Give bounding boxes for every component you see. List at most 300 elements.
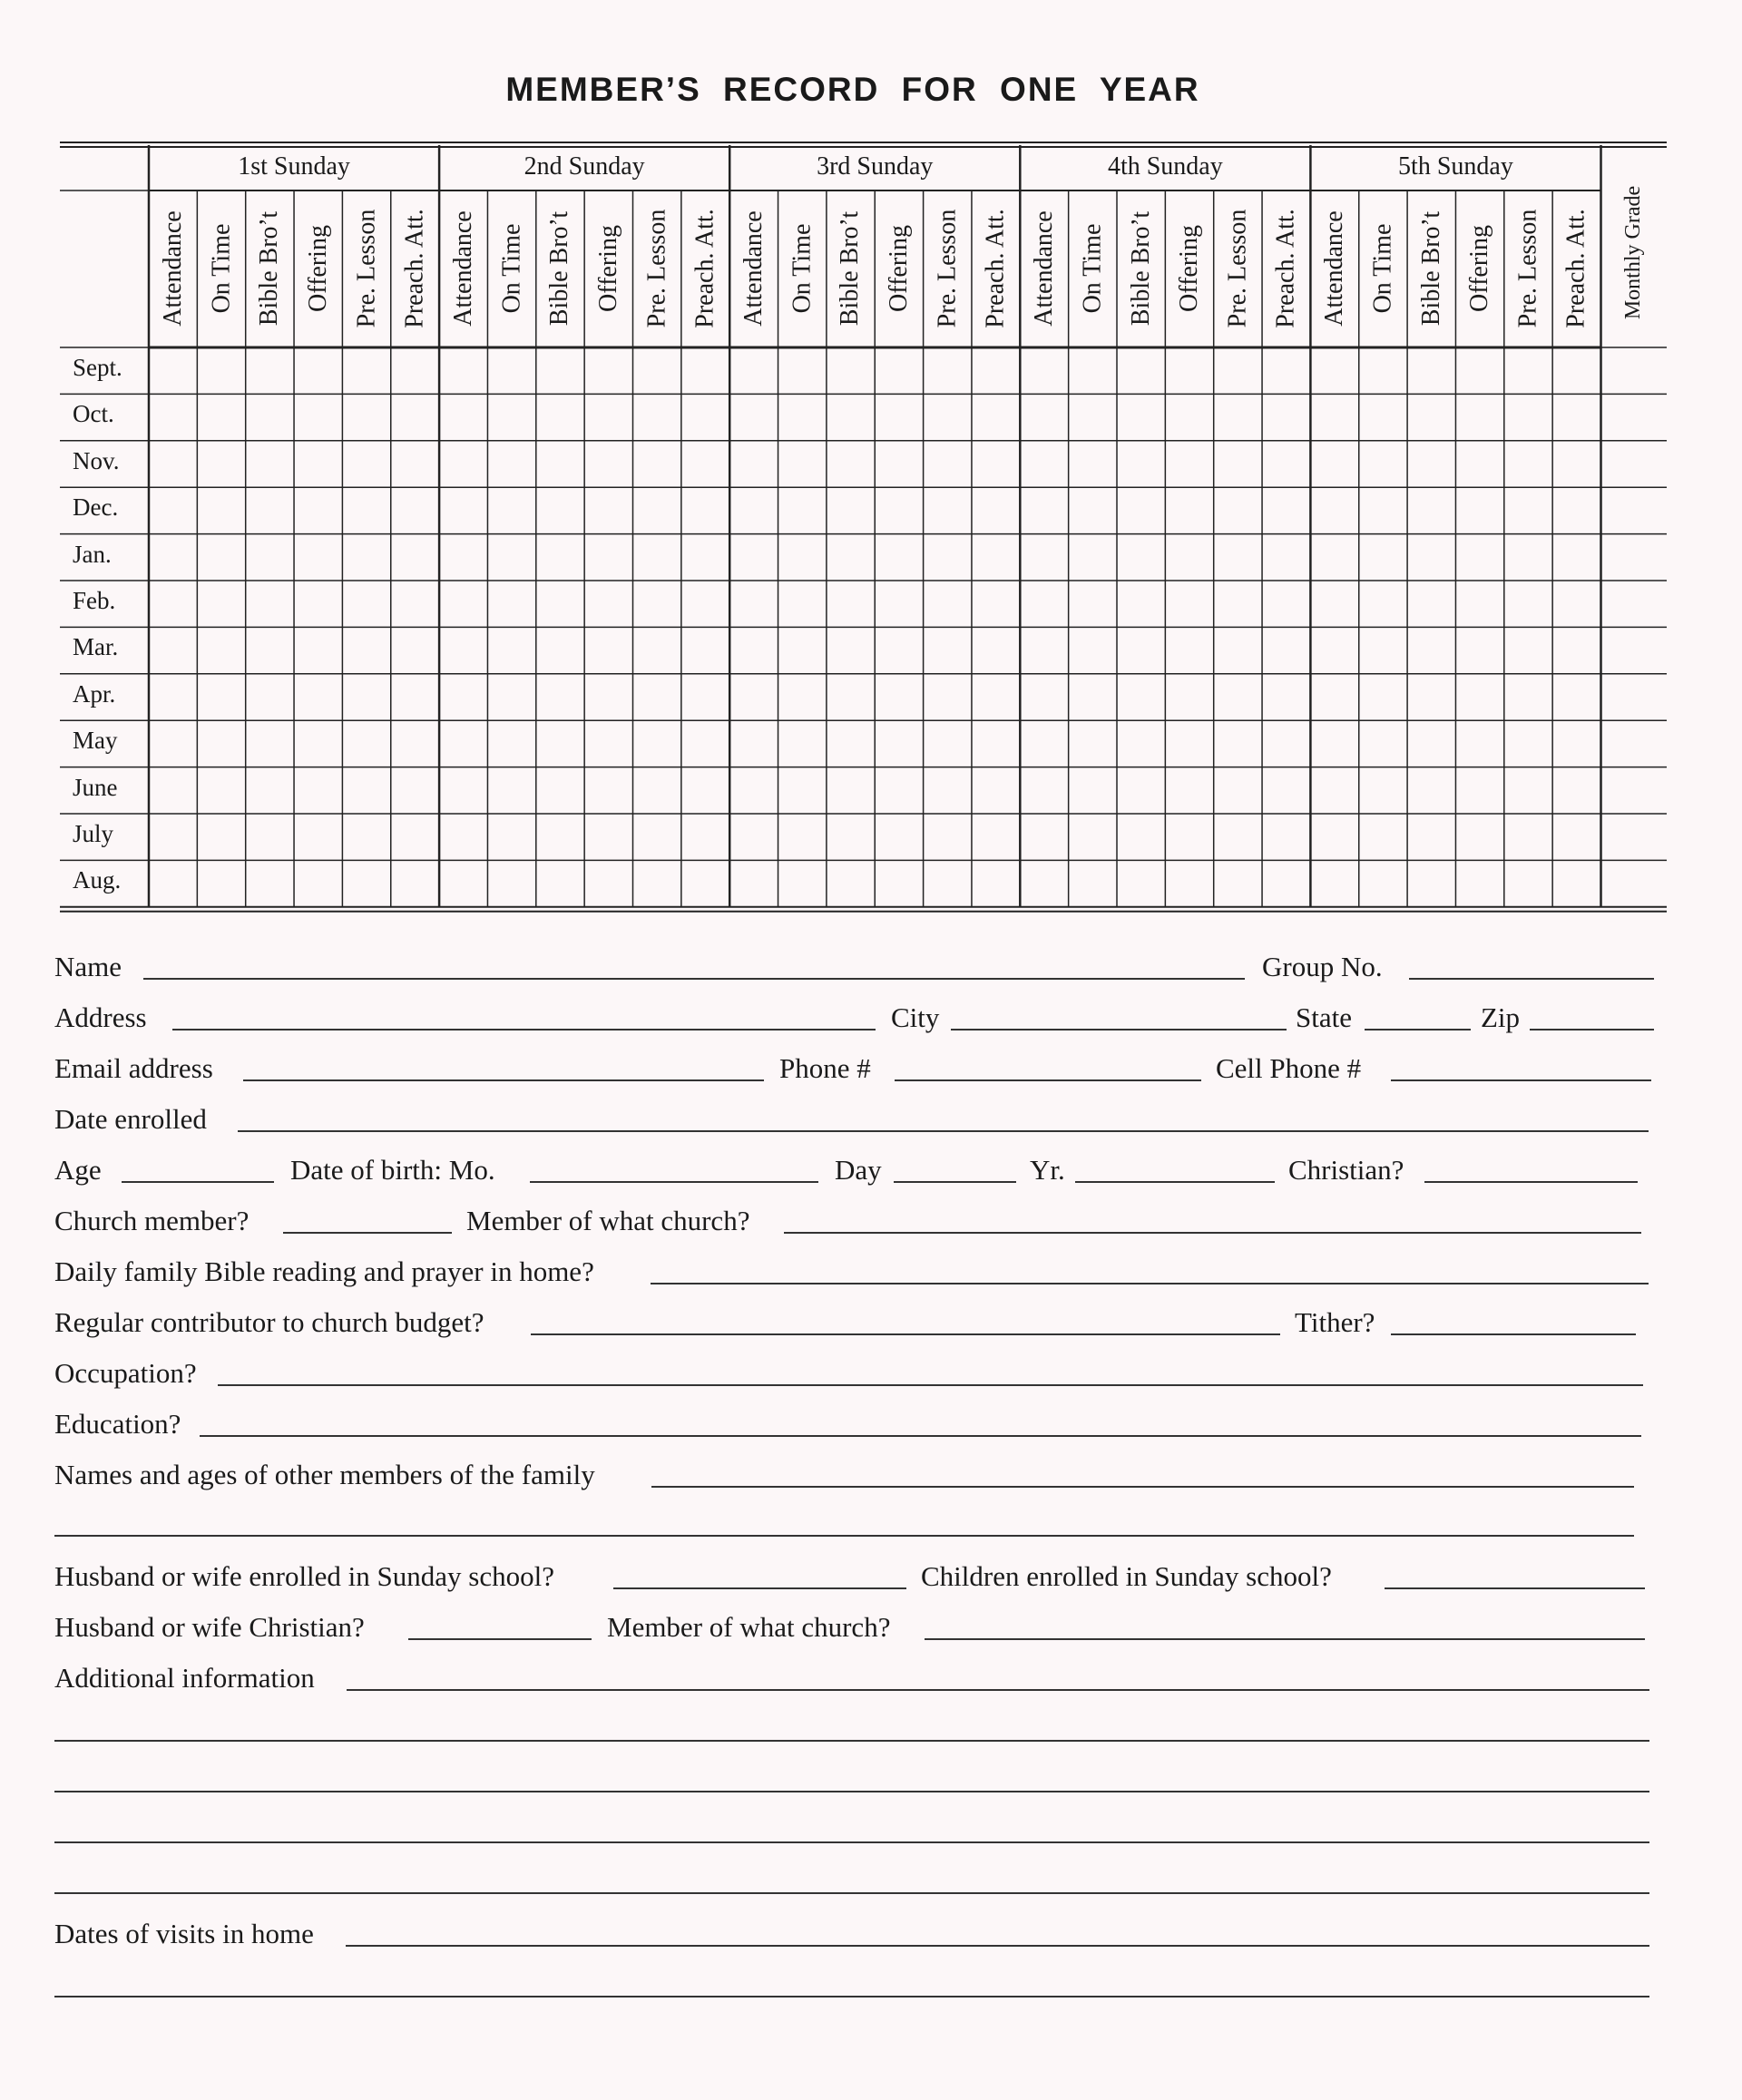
record-cell[interactable] [1117,767,1165,814]
record-cell[interactable] [1359,581,1407,627]
record-cell[interactable] [1214,487,1262,533]
record-cell[interactable] [1262,441,1310,487]
record-cell[interactable] [1359,441,1407,487]
record-cell[interactable] [1020,767,1068,814]
record-cell[interactable] [439,860,487,906]
record-cell[interactable] [1552,487,1600,533]
record-cell[interactable] [1552,860,1600,906]
record-cell[interactable] [681,487,729,533]
record-cell[interactable] [149,581,197,627]
record-cell[interactable] [1165,674,1213,720]
record-cell[interactable] [1262,814,1310,860]
record-cell[interactable] [584,720,632,767]
record-cell[interactable] [1214,394,1262,440]
record-cell[interactable] [1407,347,1455,394]
record-cell[interactable] [1359,347,1407,394]
record-cell[interactable] [1020,627,1068,673]
record-cell[interactable] [875,581,923,627]
monthly-grade-cell[interactable] [1601,767,1668,814]
record-cell[interactable] [1310,347,1358,394]
monthly-grade-cell[interactable] [1601,394,1668,440]
record-cell[interactable] [246,814,294,860]
record-cell[interactable] [972,627,1020,673]
record-cell[interactable] [149,441,197,487]
record-cell[interactable] [1020,394,1068,440]
record-cell[interactable] [1310,627,1358,673]
record-cell[interactable] [391,674,439,720]
record-cell[interactable] [246,627,294,673]
record-cell[interactable] [294,394,342,440]
record-cell[interactable] [584,860,632,906]
record-cell[interactable] [1504,814,1552,860]
record-cell[interactable] [1310,860,1358,906]
record-cell[interactable] [1552,674,1600,720]
record-cell[interactable] [1069,814,1117,860]
monthly-grade-cell[interactable] [1601,347,1668,394]
record-cell[interactable] [1214,860,1262,906]
record-cell[interactable] [197,674,245,720]
name-field[interactable] [143,978,1245,980]
record-cell[interactable] [246,767,294,814]
record-cell[interactable] [1504,767,1552,814]
record-cell[interactable] [778,814,827,860]
record-cell[interactable] [972,814,1020,860]
record-cell[interactable] [1069,581,1117,627]
record-cell[interactable] [1117,347,1165,394]
record-cell[interactable] [778,581,827,627]
record-cell[interactable] [924,534,972,581]
record-cell[interactable] [294,720,342,767]
record-cell[interactable] [197,487,245,533]
monthly-grade-cell[interactable] [1601,487,1668,533]
record-cell[interactable] [681,534,729,581]
record-cell[interactable] [342,347,390,394]
record-cell[interactable] [149,394,197,440]
record-cell[interactable] [1214,720,1262,767]
record-cell[interactable] [729,627,778,673]
record-cell[interactable] [729,674,778,720]
record-cell[interactable] [729,767,778,814]
record-cell[interactable] [149,487,197,533]
record-cell[interactable] [584,814,632,860]
record-cell[interactable] [972,860,1020,906]
monthly-grade-cell[interactable] [1601,860,1668,906]
date-enrolled-field[interactable] [238,1130,1649,1132]
record-cell[interactable] [875,720,923,767]
visit-dates-field[interactable] [346,1945,1649,1947]
record-cell[interactable] [294,487,342,533]
record-cell[interactable] [487,534,535,581]
record-cell[interactable] [875,394,923,440]
record-cell[interactable] [149,720,197,767]
record-cell[interactable] [1165,767,1213,814]
record-cell[interactable] [536,767,584,814]
record-cell[interactable] [681,441,729,487]
record-cell[interactable] [1504,487,1552,533]
record-cell[interactable] [633,487,681,533]
record-cell[interactable] [633,767,681,814]
record-cell[interactable] [342,627,390,673]
record-cell[interactable] [1504,860,1552,906]
record-cell[interactable] [1407,441,1455,487]
record-cell[interactable] [1214,441,1262,487]
record-cell[interactable] [1455,487,1503,533]
record-cell[interactable] [681,720,729,767]
record-cell[interactable] [342,814,390,860]
record-cell[interactable] [1069,394,1117,440]
record-cell[interactable] [827,441,875,487]
record-cell[interactable] [1165,394,1213,440]
city-field[interactable] [951,1029,1287,1030]
record-cell[interactable] [972,394,1020,440]
record-cell[interactable] [1117,581,1165,627]
record-cell[interactable] [149,627,197,673]
record-cell[interactable] [1407,860,1455,906]
record-cell[interactable] [729,860,778,906]
record-cell[interactable] [1407,534,1455,581]
record-cell[interactable] [439,627,487,673]
monthly-grade-cell[interactable] [1601,534,1668,581]
record-cell[interactable] [778,767,827,814]
record-cell[interactable] [294,814,342,860]
record-cell[interactable] [729,487,778,533]
record-cell[interactable] [1310,394,1358,440]
record-cell[interactable] [1504,394,1552,440]
record-cell[interactable] [1310,487,1358,533]
record-cell[interactable] [342,487,390,533]
record-cell[interactable] [1117,627,1165,673]
record-cell[interactable] [633,534,681,581]
record-cell[interactable] [1020,860,1068,906]
monthly-grade-cell[interactable] [1601,441,1668,487]
record-cell[interactable] [391,814,439,860]
record-cell[interactable] [487,581,535,627]
monthly-grade-cell[interactable] [1601,720,1668,767]
record-cell[interactable] [1214,627,1262,673]
record-cell[interactable] [778,720,827,767]
record-cell[interactable] [778,347,827,394]
record-cell[interactable] [681,860,729,906]
family-members-field[interactable] [651,1486,1634,1488]
record-cell[interactable] [391,720,439,767]
record-cell[interactable] [342,860,390,906]
member-of-church-field[interactable] [784,1232,1641,1234]
record-cell[interactable] [875,860,923,906]
record-cell[interactable] [536,674,584,720]
record-cell[interactable] [536,627,584,673]
record-cell[interactable] [487,720,535,767]
record-cell[interactable] [439,441,487,487]
record-cell[interactable] [1504,441,1552,487]
record-cell[interactable] [1455,441,1503,487]
record-cell[interactable] [149,860,197,906]
record-cell[interactable] [827,394,875,440]
record-cell[interactable] [1165,720,1213,767]
record-cell[interactable] [1069,487,1117,533]
record-cell[interactable] [342,674,390,720]
state-field[interactable] [1365,1029,1471,1030]
record-cell[interactable] [246,487,294,533]
record-cell[interactable] [487,814,535,860]
record-cell[interactable] [1165,534,1213,581]
record-cell[interactable] [487,627,535,673]
email-field[interactable] [243,1079,764,1081]
record-cell[interactable] [1020,674,1068,720]
visit-dates-line-2[interactable] [54,1996,1649,1997]
record-cell[interactable] [197,347,245,394]
record-cell[interactable] [1262,674,1310,720]
record-cell[interactable] [149,814,197,860]
record-cell[interactable] [1069,767,1117,814]
dob-day-field[interactable] [894,1181,1016,1183]
record-cell[interactable] [487,767,535,814]
record-cell[interactable] [1020,581,1068,627]
record-cell[interactable] [875,767,923,814]
record-cell[interactable] [1359,534,1407,581]
record-cell[interactable] [1455,674,1503,720]
record-cell[interactable] [536,860,584,906]
record-cell[interactable] [1069,674,1117,720]
record-cell[interactable] [391,394,439,440]
record-cell[interactable] [827,347,875,394]
record-cell[interactable] [149,767,197,814]
record-cell[interactable] [1310,441,1358,487]
monthly-grade-cell[interactable] [1601,581,1668,627]
family-members-field-line-2[interactable] [54,1535,1634,1537]
record-cell[interactable] [1504,347,1552,394]
record-cell[interactable] [1504,720,1552,767]
christian-field[interactable] [1424,1181,1638,1183]
record-cell[interactable] [1310,581,1358,627]
record-cell[interactable] [972,581,1020,627]
record-cell[interactable] [439,581,487,627]
record-cell[interactable] [1069,441,1117,487]
record-cell[interactable] [1020,347,1068,394]
record-cell[interactable] [1165,860,1213,906]
record-cell[interactable] [924,487,972,533]
record-cell[interactable] [1117,394,1165,440]
record-cell[interactable] [294,581,342,627]
additional-info-line-5[interactable] [54,1892,1649,1894]
record-cell[interactable] [1359,674,1407,720]
record-cell[interactable] [1117,534,1165,581]
record-cell[interactable] [972,487,1020,533]
record-cell[interactable] [197,441,245,487]
record-cell[interactable] [1262,487,1310,533]
record-cell[interactable] [1407,767,1455,814]
record-cell[interactable] [875,347,923,394]
record-cell[interactable] [294,674,342,720]
record-cell[interactable] [1262,860,1310,906]
record-cell[interactable] [972,674,1020,720]
record-cell[interactable] [875,487,923,533]
record-cell[interactable] [729,441,778,487]
record-cell[interactable] [1504,581,1552,627]
record-cell[interactable] [246,347,294,394]
record-cell[interactable] [633,347,681,394]
record-cell[interactable] [827,487,875,533]
record-cell[interactable] [487,441,535,487]
record-cell[interactable] [827,860,875,906]
record-cell[interactable] [536,720,584,767]
record-cell[interactable] [391,534,439,581]
record-cell[interactable] [633,627,681,673]
regular-contributor-field[interactable] [531,1333,1280,1335]
record-cell[interactable] [1262,720,1310,767]
record-cell[interactable] [1552,394,1600,440]
record-cell[interactable] [197,394,245,440]
record-cell[interactable] [1359,394,1407,440]
record-cell[interactable] [487,487,535,533]
record-cell[interactable] [439,767,487,814]
record-cell[interactable] [778,487,827,533]
record-cell[interactable] [1020,534,1068,581]
record-cell[interactable] [827,627,875,673]
record-cell[interactable] [875,814,923,860]
record-cell[interactable] [246,394,294,440]
record-cell[interactable] [1310,720,1358,767]
record-cell[interactable] [391,347,439,394]
record-cell[interactable] [633,720,681,767]
additional-info-field[interactable] [347,1689,1649,1691]
group-no-field[interactable] [1409,978,1654,980]
monthly-grade-cell[interactable] [1601,674,1668,720]
record-cell[interactable] [633,441,681,487]
children-enrolled-field[interactable] [1385,1587,1645,1589]
record-cell[interactable] [1359,814,1407,860]
church-member-field[interactable] [283,1232,452,1234]
record-cell[interactable] [584,441,632,487]
phone-field[interactable] [895,1079,1201,1081]
record-cell[interactable] [972,347,1020,394]
record-cell[interactable] [1552,767,1600,814]
record-cell[interactable] [778,674,827,720]
record-cell[interactable] [1310,674,1358,720]
record-cell[interactable] [778,394,827,440]
record-cell[interactable] [391,767,439,814]
record-cell[interactable] [924,347,972,394]
record-cell[interactable] [197,534,245,581]
record-cell[interactable] [342,767,390,814]
record-cell[interactable] [729,814,778,860]
record-cell[interactable] [1310,814,1358,860]
dob-year-field[interactable] [1075,1181,1275,1183]
education-field[interactable] [200,1435,1641,1437]
record-cell[interactable] [342,394,390,440]
record-cell[interactable] [439,347,487,394]
record-cell[interactable] [294,767,342,814]
record-cell[interactable] [1552,347,1600,394]
record-cell[interactable] [1359,860,1407,906]
record-cell[interactable] [1020,814,1068,860]
record-cell[interactable] [1117,720,1165,767]
record-cell[interactable] [778,534,827,581]
record-cell[interactable] [1165,814,1213,860]
record-cell[interactable] [827,814,875,860]
spouse-christian-field[interactable] [408,1638,592,1640]
additional-info-line-2[interactable] [54,1740,1649,1742]
record-cell[interactable] [1455,720,1503,767]
record-cell[interactable] [972,534,1020,581]
record-cell[interactable] [1552,441,1600,487]
record-cell[interactable] [584,534,632,581]
record-cell[interactable] [1407,487,1455,533]
record-cell[interactable] [487,394,535,440]
record-cell[interactable] [1069,627,1117,673]
record-cell[interactable] [197,581,245,627]
record-cell[interactable] [1504,534,1552,581]
additional-info-line-3[interactable] [54,1791,1649,1792]
record-cell[interactable] [681,627,729,673]
record-cell[interactable] [972,767,1020,814]
record-cell[interactable] [584,581,632,627]
record-cell[interactable] [729,394,778,440]
record-cell[interactable] [1117,441,1165,487]
record-cell[interactable] [924,394,972,440]
record-cell[interactable] [584,347,632,394]
record-cell[interactable] [1069,534,1117,581]
dob-month-field[interactable] [530,1181,818,1183]
record-cell[interactable] [729,581,778,627]
cell-phone-field[interactable] [1391,1079,1651,1081]
record-cell[interactable] [972,441,1020,487]
record-cell[interactable] [1504,627,1552,673]
monthly-grade-cell[interactable] [1601,814,1668,860]
record-cell[interactable] [294,347,342,394]
record-cell[interactable] [246,720,294,767]
record-cell[interactable] [1165,487,1213,533]
record-cell[interactable] [1020,441,1068,487]
record-cell[interactable] [584,674,632,720]
record-cell[interactable] [439,814,487,860]
record-cell[interactable] [584,394,632,440]
record-cell[interactable] [536,487,584,533]
record-cell[interactable] [1165,581,1213,627]
record-cell[interactable] [391,860,439,906]
record-cell[interactable] [294,627,342,673]
record-cell[interactable] [1020,487,1068,533]
record-cell[interactable] [729,720,778,767]
record-cell[interactable] [681,581,729,627]
record-cell[interactable] [391,581,439,627]
record-cell[interactable] [1359,720,1407,767]
record-cell[interactable] [246,860,294,906]
record-cell[interactable] [1455,767,1503,814]
record-cell[interactable] [1262,627,1310,673]
record-cell[interactable] [1455,860,1503,906]
record-cell[interactable] [439,674,487,720]
record-cell[interactable] [1020,720,1068,767]
record-cell[interactable] [246,441,294,487]
record-cell[interactable] [391,627,439,673]
record-cell[interactable] [584,767,632,814]
record-cell[interactable] [342,581,390,627]
record-cell[interactable] [487,674,535,720]
record-cell[interactable] [439,720,487,767]
record-cell[interactable] [536,814,584,860]
record-cell[interactable] [729,347,778,394]
record-cell[interactable] [391,487,439,533]
record-cell[interactable] [1262,347,1310,394]
record-cell[interactable] [439,534,487,581]
record-cell[interactable] [633,394,681,440]
record-cell[interactable] [1214,767,1262,814]
record-cell[interactable] [342,720,390,767]
record-cell[interactable] [584,487,632,533]
record-cell[interactable] [924,767,972,814]
record-cell[interactable] [1262,534,1310,581]
record-cell[interactable] [1165,441,1213,487]
